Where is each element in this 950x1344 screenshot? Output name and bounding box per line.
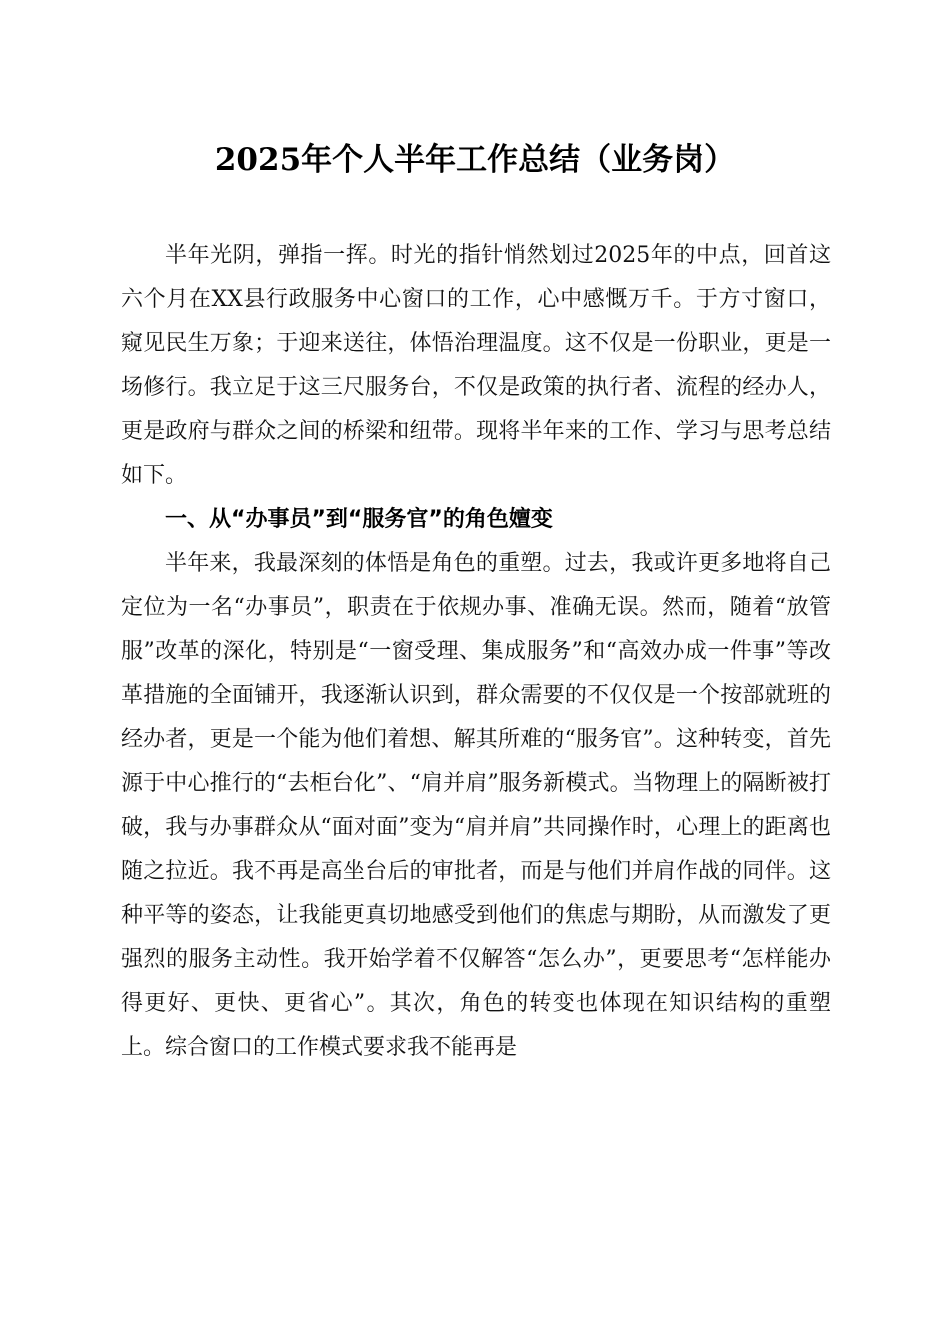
section-1-paragraph: 半年来，我最深刻的体悟是角色的重塑。过去，我或许更多地将自己定位为一名“办事员”，职责在于依规办事、准确无误。然而，随着“放管服”改革的深化，特别是“一窗受理、集成服务”和“高效办成一件事”等改革措施的全面铺开，我逐渐认识到，群众需要的不仅仅是一个按部就班的经办者，更是一个能为他们着想、解其所难的“服务官”。这种转变，首先源于中心推行的“去柜台化”、“肩并肩”服务新模式。当物理上的隔断被打破，我与办事群众从“面对面”变为“肩并肩”共同操作时，心理上的距离也随之拉近。我不再是高坐台后的审批者，而是与他们并肩作战的同伴。这种平等的姿态，让我能更真切地感受到他们的焦虑与期盼，从而激发了更强烈的服务主动性。我开始学着不仅解答“怎么办”，更要思考“怎样能办得更好、更快、更省心”。其次，角色的转变也体现在知识结构的重塑上。综合窗口的工作模式要求我不能再是	[121, 551, 831, 1060]
document-title: 2025年个人半年工作总结（业务岗）	[214, 142, 736, 178]
section-1-heading: 一、从“办事员”到“服务官”的角色嬗变	[165, 507, 553, 532]
document-body	[121, 234, 831, 1070]
intro-paragraph: 半年光阴，弹指一挥。时光的指针悄然划过2025年的中点，回首这六个月在XX县行政服务中心窗口的工作，心中感慨万千。于方寸窗口，窥见民生万象；于迎来送往，体悟治理温度。这不仅是一份职业，更是一场修行。我立足于这三尺服务台，不仅是政策的执行者、流程的经办人，更是政府与群众之间的桥梁和纽带。现将半年来的工作、学习与思考总结如下。	[121, 243, 831, 488]
